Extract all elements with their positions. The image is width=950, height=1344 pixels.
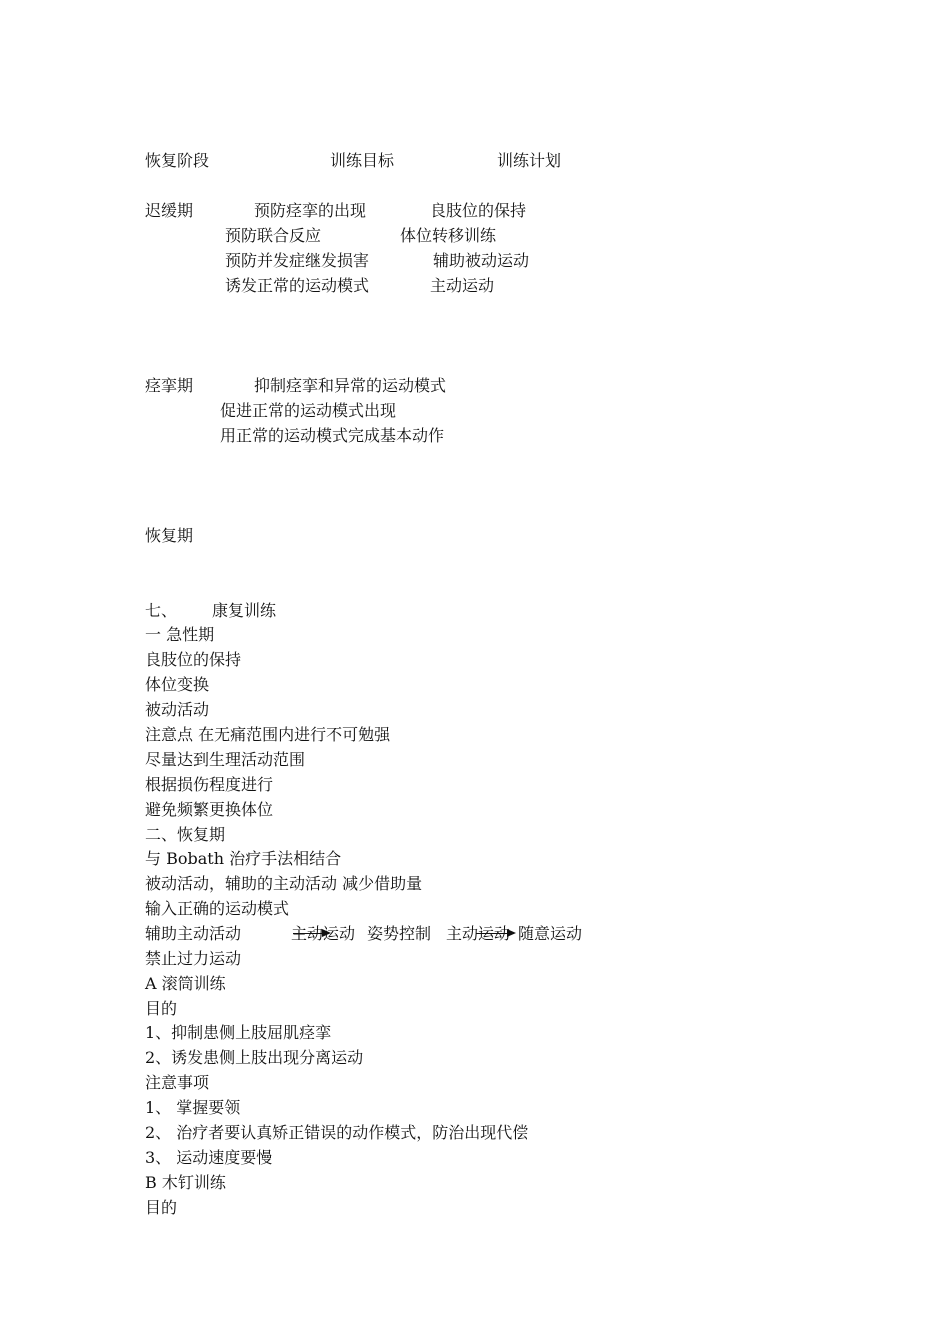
body-line: 良肢位的保持 [145,650,242,669]
body-line: 禁止过力运动 [145,949,242,968]
body-line: 二、恢复期 [145,825,226,844]
flow-step-1: 主动运动 [291,924,356,943]
section-title: 康复训练 [212,601,277,620]
body-line: 被动活动 [145,700,210,719]
body-line: 被动活动，辅助的主动活动 减少借助量 [145,874,423,893]
late-goal-3: 预防并发症继发损害 [225,251,370,270]
body-line: 一 急性期 [145,625,215,644]
body-line: 输入正确的运动模式 [145,899,290,918]
section-number: 七、 [145,601,178,620]
stage-late-period: 迟缓期 [145,201,194,220]
spasm-goal-1: 抑制痉挛和异常的运动模式 [254,376,447,395]
late-plan-4: 主动运动 [430,276,495,295]
late-plan-1: 良肢位的保持 [430,201,527,220]
stage-spasm-period: 痉挛期 [145,376,194,395]
body-line: 注意点 在无痛范围内进行不可勉强 [145,725,391,744]
body-line: 目的 [145,1198,178,1217]
body-line: 避免频繁更换体位 [145,800,274,819]
late-goal-4: 诱发正常的运动模式 [225,276,370,295]
body-line: 1、 掌握要领 [145,1098,241,1117]
body-line: B 木钉训练 [145,1173,226,1192]
late-goal-1: 预防痉挛的出现 [254,201,367,220]
table-header-stage: 恢复阶段 [145,151,210,170]
body-line: 2、 治疗者要认真矫正错误的动作模式，防治出现代偿 [145,1123,529,1142]
late-goal-2: 预防联合反应 [225,226,322,245]
late-plan-2: 体位转移训练 [400,226,497,245]
table-header-goal: 训练目标 [330,151,395,170]
body-line: 1、抑制患侧上肢屈肌痉挛 [145,1023,332,1042]
body-line: 体位变换 [145,675,210,694]
flow-step-4: 随意运动 [518,924,583,943]
flow-arrow-icon [476,933,514,934]
body-line: 与 Bobath 治疗手法相结合 [145,849,342,868]
body-line: A 滚筒训练 [145,974,226,993]
spasm-goal-3: 用正常的运动模式完成基本动作 [220,426,445,445]
flow-step-2: 姿势控制 [367,924,432,943]
body-line: 根据损伤程度进行 [145,775,274,794]
body-line: 3、 运动速度要慢 [145,1148,273,1167]
body-line: 目的 [145,999,178,1018]
table-header-plan: 训练计划 [497,151,562,170]
flow-arrow-icon [293,933,329,934]
flow-start: 辅助主动活动 [145,924,242,943]
stage-recovery-period: 恢复期 [145,526,194,545]
flow-step-3: 主动运动 [446,924,511,943]
body-line: 2、诱发患侧上肢出现分离运动 [145,1048,364,1067]
spasm-goal-2: 促进正常的运动模式出现 [220,401,397,420]
late-plan-3: 辅助被动运动 [433,251,530,270]
body-line: 尽量达到生理活动范围 [145,750,306,769]
body-line: 注意事项 [145,1073,210,1092]
